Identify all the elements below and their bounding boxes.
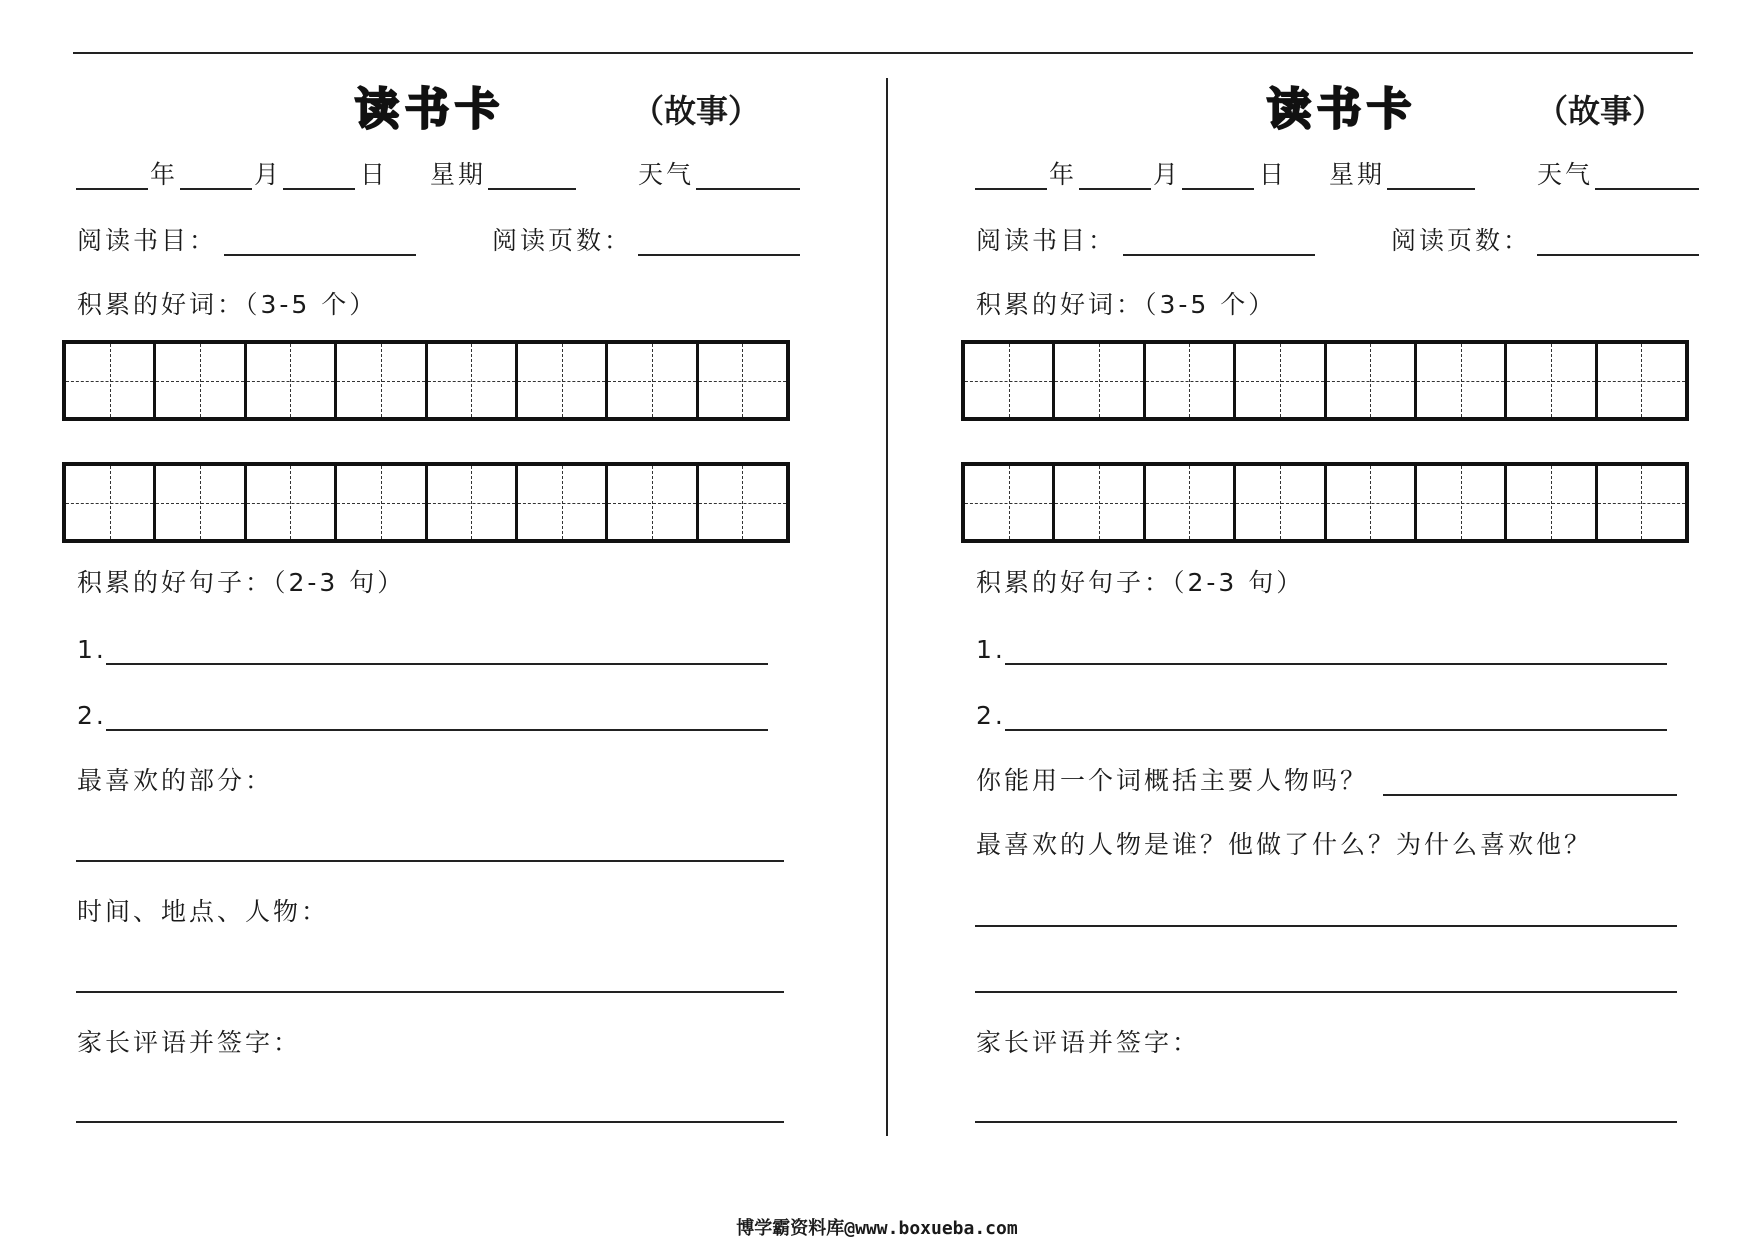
left-reading-card	[0, 0, 800, 1241]
sentence-2-field[interactable]	[106, 729, 768, 731]
favorite-part-label: 最喜欢的部分：	[77, 766, 274, 795]
favorite-character-answer-line-1[interactable]	[975, 925, 1677, 927]
sentence-1-field[interactable]	[106, 663, 768, 665]
footer-watermark: 博学霸资料库@www.boxueba.com	[736, 1218, 1018, 1239]
year-label: 年	[1049, 160, 1078, 189]
pages-read-field[interactable]	[1537, 254, 1699, 256]
year-label: 年	[150, 160, 179, 189]
parent-comment-label: 家长评语并签字：	[976, 1028, 1201, 1057]
weather-label: 天气	[638, 160, 695, 189]
word-writing-grid-1[interactable]	[961, 340, 1689, 421]
favorite-part-field[interactable]	[76, 860, 784, 862]
weekday-label: 星期	[430, 160, 487, 189]
parent-comment-field[interactable]	[975, 1121, 1677, 1123]
word-writing-grid-2[interactable]	[62, 462, 790, 543]
card-subtitle: （故事）	[632, 92, 761, 130]
pages-read-field[interactable]	[638, 254, 800, 256]
time-place-people-label: 时间、地点、人物：	[77, 897, 330, 926]
weekday-field[interactable]	[488, 188, 576, 190]
weekday-label: 星期	[1329, 160, 1386, 189]
book-title-field[interactable]	[1123, 254, 1315, 256]
day-field[interactable]	[1182, 188, 1254, 190]
book-title-label: 阅读书目：	[77, 226, 218, 255]
sentence-2-number: 2.	[77, 701, 107, 730]
day-field[interactable]	[283, 188, 355, 190]
center-divider	[886, 78, 888, 1136]
sentence-2-number: 2.	[976, 701, 1006, 730]
year-field[interactable]	[76, 188, 148, 190]
right-reading-card	[899, 0, 1699, 1241]
good-words-label: 积累的好词：（3-5 个）	[77, 290, 378, 319]
day-label: 日	[1259, 160, 1288, 189]
favorite-character-question: 最喜欢的人物是谁？他做了什么？为什么喜欢他？	[976, 830, 1593, 859]
sentence-1-number: 1.	[976, 635, 1006, 664]
month-field[interactable]	[180, 188, 252, 190]
parent-comment-label: 家长评语并签字：	[77, 1028, 302, 1057]
weather-field[interactable]	[1595, 188, 1699, 190]
time-place-people-field[interactable]	[76, 991, 784, 993]
good-words-label: 积累的好词：（3-5 个）	[976, 290, 1277, 319]
sentence-1-number: 1.	[77, 635, 107, 664]
book-title-field[interactable]	[224, 254, 416, 256]
favorite-character-answer-line-2[interactable]	[975, 991, 1677, 993]
good-sentences-label: 积累的好句子：（2-3 句）	[976, 568, 1305, 597]
month-field[interactable]	[1079, 188, 1151, 190]
book-title-label: 阅读书目：	[976, 226, 1117, 255]
weather-field[interactable]	[696, 188, 800, 190]
pages-read-label: 阅读页数：	[492, 226, 633, 255]
year-field[interactable]	[975, 188, 1047, 190]
main-character-summary-question: 你能用一个词概括主要人物吗？	[976, 766, 1369, 795]
weekday-field[interactable]	[1387, 188, 1475, 190]
card-subtitle: （故事）	[1536, 92, 1665, 130]
good-sentences-label: 积累的好句子：（2-3 句）	[77, 568, 406, 597]
day-label: 日	[360, 160, 389, 189]
parent-comment-field[interactable]	[76, 1121, 784, 1123]
month-label: 月	[254, 160, 283, 189]
pages-read-label: 阅读页数：	[1391, 226, 1532, 255]
sentence-1-field[interactable]	[1005, 663, 1667, 665]
card-title: 读书卡	[1267, 84, 1417, 135]
weather-label: 天气	[1537, 160, 1594, 189]
month-label: 月	[1153, 160, 1182, 189]
main-character-summary-field[interactable]	[1383, 794, 1677, 796]
sentence-2-field[interactable]	[1005, 729, 1667, 731]
card-title: 读书卡	[355, 84, 505, 135]
word-writing-grid-1[interactable]	[62, 340, 790, 421]
word-writing-grid-2[interactable]	[961, 462, 1689, 543]
